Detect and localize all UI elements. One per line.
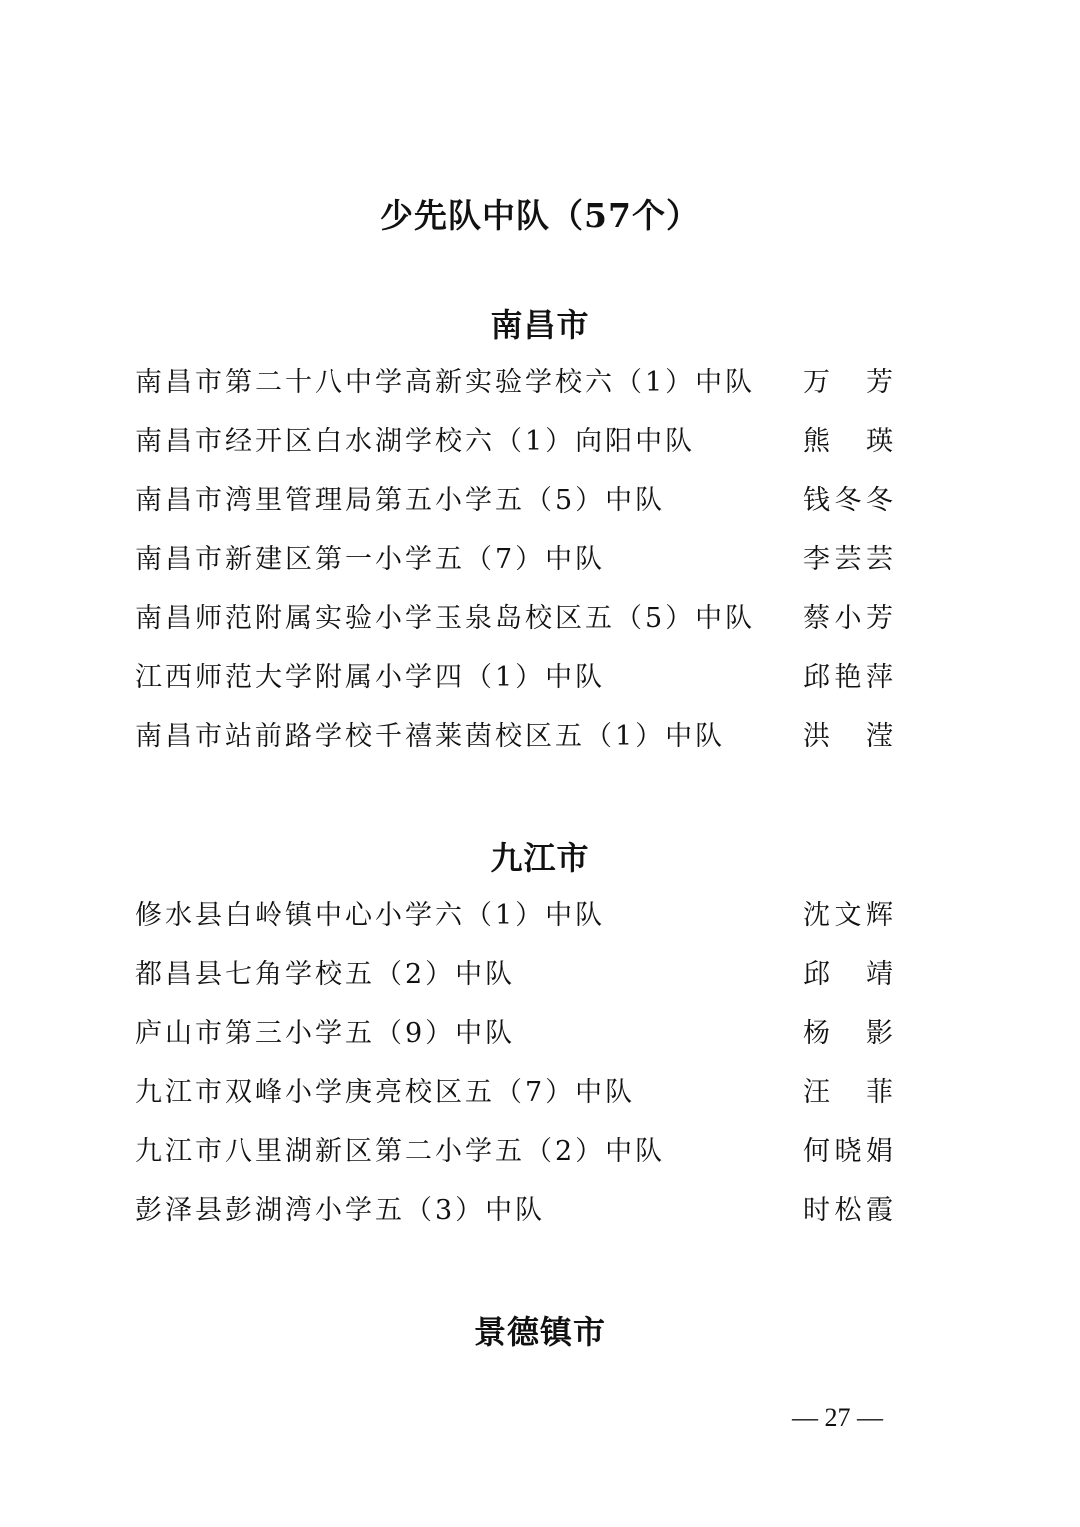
person-name: 熊 瑛 [803, 426, 893, 457]
person-name: 汪 菲 [803, 1077, 893, 1108]
section-heading-jingdezhen: 景德镇市 [473, 1313, 606, 1351]
unit-name: 九江市八里湖新区第二小学五（2）中队 [135, 1136, 666, 1167]
person-name: 钱 冬 冬 [803, 485, 893, 516]
page-title: 少先队中队（57个） [380, 196, 700, 235]
unit-name: 南昌市湾里管理局第五小学五（5）中队 [135, 485, 666, 516]
list-item [135, 714, 895, 754]
person-name: 洪 滢 [803, 721, 893, 752]
person-name: 蔡 小 芳 [803, 603, 893, 634]
unit-name: 九江市双峰小学庚亮校区五（7）中队 [135, 1077, 636, 1108]
person-name: 沈 文 辉 [803, 900, 893, 931]
list-item [135, 1188, 895, 1228]
person-name: 杨 影 [803, 1018, 893, 1049]
list-item [135, 1070, 895, 1110]
list-item [135, 1011, 895, 1051]
unit-name: 彭泽县彭湖湾小学五（3）中队 [135, 1195, 546, 1226]
unit-name: 都昌县七角学校五（2）中队 [135, 959, 516, 990]
list-item [135, 478, 895, 518]
list-item [135, 537, 895, 577]
person-name: 何 晓 娟 [803, 1136, 893, 1167]
unit-name: 江西师范大学附属小学四（1）中队 [135, 662, 606, 693]
list-item [135, 360, 895, 400]
unit-name: 庐山市第三小学五（9）中队 [135, 1018, 516, 1049]
unit-name: 南昌市新建区第一小学五（7）中队 [135, 544, 606, 575]
person-name: 时 松 霞 [803, 1195, 893, 1226]
person-name: 万 芳 [803, 367, 893, 398]
person-name: 邱 靖 [803, 959, 893, 990]
person-name: 邱 艳 萍 [803, 662, 893, 693]
unit-name: 南昌师范附属实验小学玉泉岛校区五（5）中队 [135, 603, 756, 634]
list-item [135, 952, 895, 992]
person-name: 李 芸 芸 [803, 544, 893, 575]
list-item [135, 596, 895, 636]
list-item [135, 419, 895, 459]
list-item [135, 1129, 895, 1169]
unit-name: 修水县白岭镇中心小学六（1）中队 [135, 900, 606, 931]
page-number: — 27 — [792, 1403, 883, 1432]
list-item [135, 893, 895, 933]
section-heading-jiujiang: 九江市 [490, 839, 590, 877]
section-heading-nanchang: 南昌市 [490, 306, 590, 344]
unit-name: 南昌市经开区白水湖学校六（1）向阳中队 [135, 426, 696, 457]
unit-name: 南昌市第二十八中学高新实验学校六（1）中队 [135, 367, 756, 398]
list-item [135, 655, 895, 695]
unit-name: 南昌市站前路学校千禧莱茵校区五（1）中队 [135, 721, 726, 752]
